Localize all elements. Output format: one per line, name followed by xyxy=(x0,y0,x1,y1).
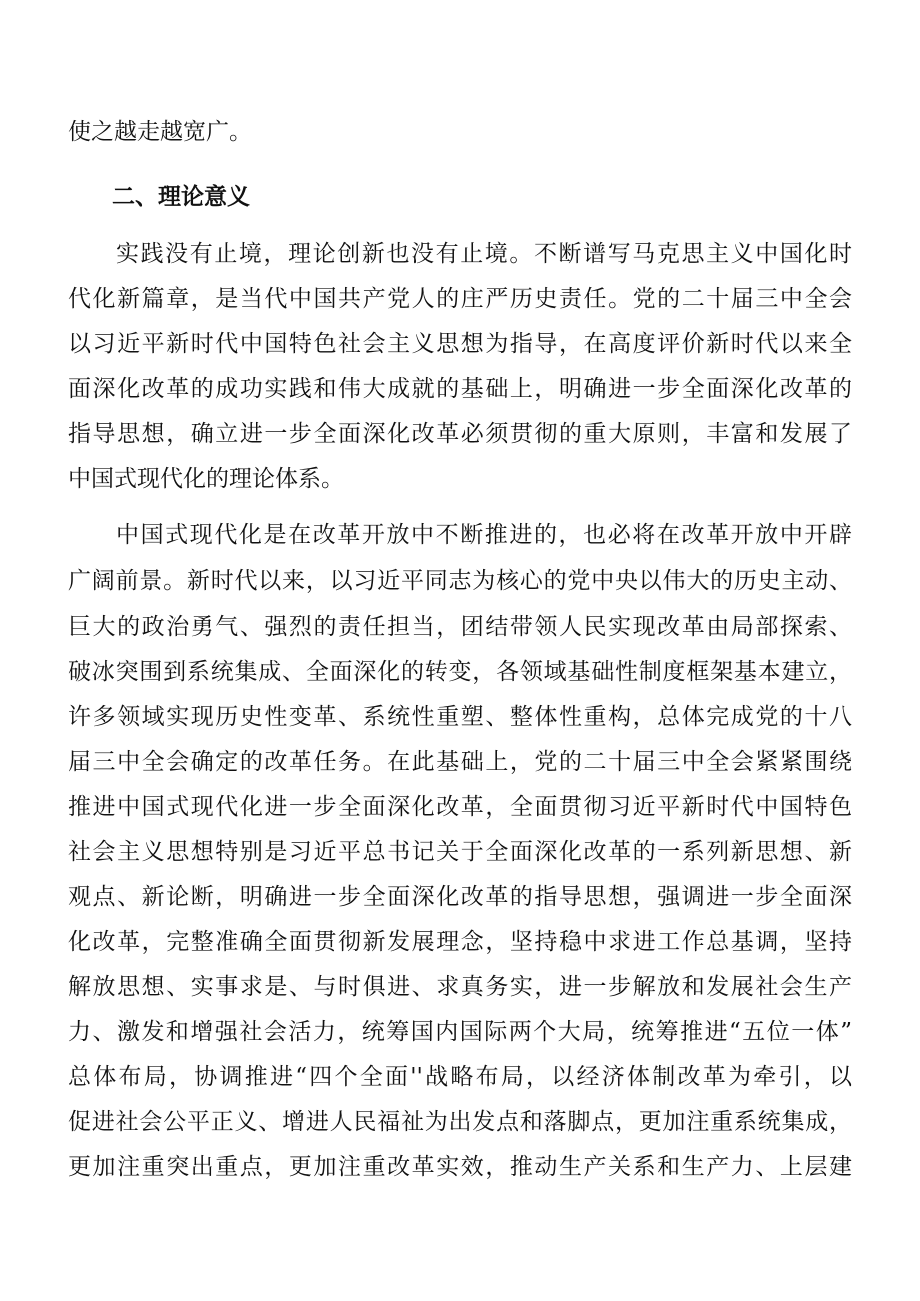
section-heading: 二、理论意义 xyxy=(112,184,250,210)
paragraph-line: 巨大的政治勇气、强烈的责任担当，团结带领人民实现改革由局部探索、 xyxy=(68,614,852,640)
paragraph-line: 许多领域实现历史性变革、系统性重塑、整体性重构，总体完成党的十八 xyxy=(68,704,852,730)
paragraph-line: 广阔前景。新时代以来，以习近平同志为核心的党中央以伟大的历史主动、 xyxy=(68,568,852,594)
paragraph-line: 届三中全会确定的改革任务。在此基础上，党的二十届三中全会紧紧围绕 xyxy=(68,749,852,775)
paragraph-line: 促进社会公平正义、增进人民福祉为出发点和落脚点，更加注重系统集成， xyxy=(68,1109,852,1135)
paragraph-line: 破冰突围到系统集成、全面深化的转变，各领域基础性制度框架基本建立， xyxy=(68,659,852,685)
paragraph-line: 以习近平新时代中国特色社会主义思想为指导，在高度评价新时代以来全 xyxy=(68,331,852,357)
paragraph-line: 力、激发和增强社会活力，统筹国内国际两个大局，统筹推进“五位一体” xyxy=(68,1019,852,1045)
paragraph-line: 代化新篇章，是当代中国共产党人的庄严历史责任。党的二十届三中全会 xyxy=(68,286,852,312)
paragraph-line: 观点、新论断，明确进一步全面深化改革的指导思想，强调进一步全面深 xyxy=(68,884,852,910)
paragraph-line: 面深化改革的成功实践和伟大成就的基础上，明确进一步全面深化改革的 xyxy=(68,376,852,402)
paragraph-line: 指导思想，确立进一步全面深化改革必须贯彻的重大原则，丰富和发展了 xyxy=(68,421,852,447)
paragraph-line: 总体布局，协调推进“四个全面''战略布局，以经济体制改革为牵引，以 xyxy=(68,1064,852,1090)
paragraph-line: 实践没有止境，理论创新也没有止境。不断谱写马克思主义中国化时 xyxy=(116,241,852,267)
paragraph-line: 解放思想、实事求是、与时俱进、求真务实，进一步解放和发展社会生产 xyxy=(68,974,852,1000)
intro-tail-line: 使之越走越宽广。 xyxy=(68,119,252,145)
paragraph-line: 化改革，完整准确全面贯彻新发展理念，坚持稳中求进工作总基调，坚持 xyxy=(68,929,852,955)
paragraph-line: 中国式现代化的理论体系。 xyxy=(68,466,344,492)
paragraph-line: 社会主义思想特别是习近平总书记关于全面深化改革的一系列新思想、新 xyxy=(68,839,852,865)
paragraph-line: 推进中国式现代化进一步全面深化改革，全面贯彻习近平新时代中国特色 xyxy=(68,794,852,820)
paragraph-line: 更加注重突出重点，更加注重改革实效，推动生产关系和生产力、上层建 xyxy=(68,1154,852,1180)
paragraph-line: 中国式现代化是在改革开放中不断推进的，也必将在改革开放中开辟 xyxy=(116,522,852,548)
